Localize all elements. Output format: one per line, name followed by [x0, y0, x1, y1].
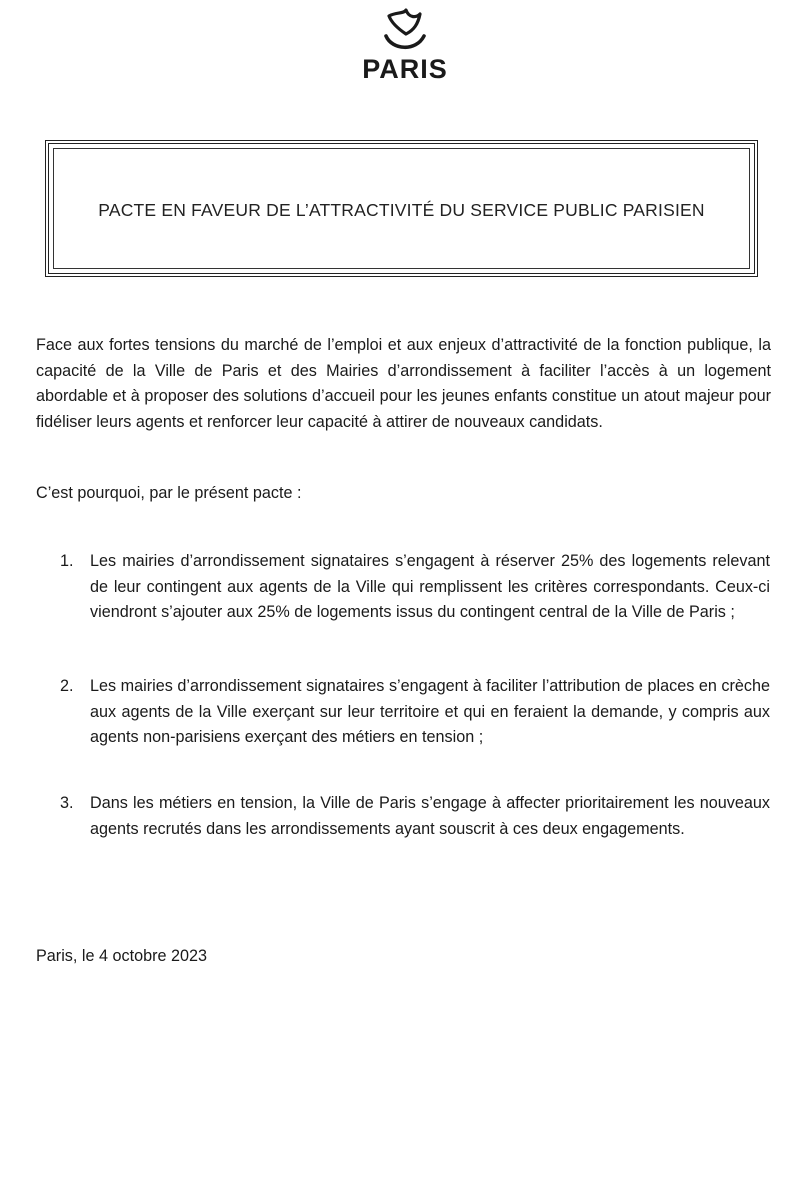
lead-sentence: C’est pourquoi, par le présent pacte :	[36, 484, 302, 502]
document-title: PACTE EN FAVEUR DE L’ATTRACTIVITÉ DU SERVICE PUBLIC PARISIEN	[98, 200, 705, 220]
list-item-number: 3.	[60, 794, 74, 812]
paris-boat-icon	[382, 8, 428, 56]
title-frame	[45, 140, 758, 277]
list-item-text: Les mairies d’arrondissement signataires s’engagent à faciliter l’attribution de places en crèche aux agents de la Ville exerçant sur leur territoire et qui en feraient la demande, y compris aux agents non-parisiens exerçant des métiers en tension ;	[90, 677, 770, 746]
intro-paragraph: Face aux fortes tensions du marché de l’emploi et aux enjeux d’attractivité de la fonction publique, la capacité de la Ville de Paris et des Mairies d’arrondissement à faciliter l’accès à un logement abordable et à proposer des solutions d’accueil pour les jeunes enfants constitue un atout majeur pour fidéliser leurs agents et renforcer leur capacité à attirer de nouveaux candidats.	[36, 336, 771, 431]
list-item-text: Dans les métiers en tension, la Ville de Paris s’engage à affecter prioritairement les nouveaux agents recrutés dans les arrondissements ayant souscrit à ces deux engagements.	[90, 794, 770, 838]
list-item-text: Les mairies d’arrondissement signataires s’engagent à réserver 25% des logements relevant de leur contingent aux agents de la Ville qui remplissent les critères correspondants. Ceux-ci viendront s’ajouter aux 25% de logements issus du contingent central de la Ville de Paris ;	[90, 552, 770, 621]
logo-text: PARIS	[362, 54, 448, 84]
list-item-number: 1.	[60, 552, 74, 570]
signature-date: Paris, le 4 octobre 2023	[36, 947, 207, 965]
list-item-number: 2.	[60, 677, 74, 695]
paris-logo	[350, 8, 460, 90]
